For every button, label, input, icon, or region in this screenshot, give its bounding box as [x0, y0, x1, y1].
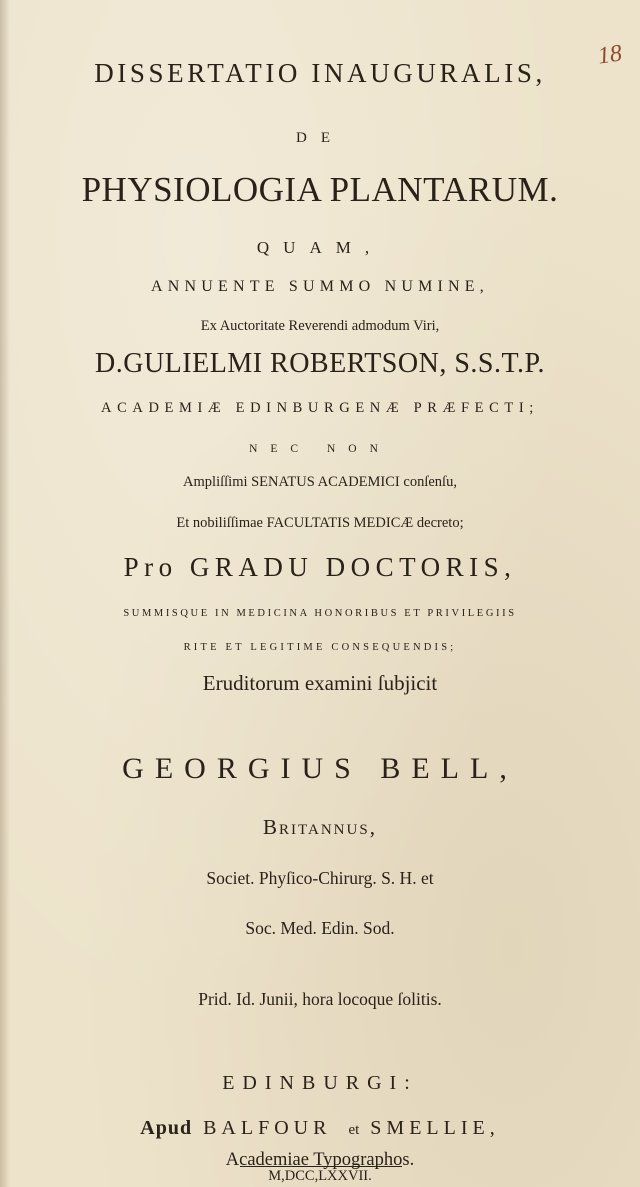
annuente-line: ANNUENTE SUMMO NUMINE,: [151, 278, 489, 295]
society-line-2: Soc. Med. Edin. Sod.: [245, 918, 395, 938]
author-nationality: Britannus,: [263, 815, 377, 839]
author-name: GEORGIUS BELL,: [122, 752, 518, 785]
dissertation-title-line-2: PHYSIOLOGIA PLANTARUM.: [81, 170, 559, 209]
senatus-line: Ampliſſimi SENATUS ACADEMICI conſenſu,: [183, 474, 457, 490]
principal-name: D.GULIELMI ROBERTSON, S.S.T.P.: [95, 348, 545, 379]
et-word: et: [348, 1122, 360, 1138]
handwritten-page-number: 18: [596, 40, 624, 70]
date-of-defense-line: Prid. Id. Junii, hora locoque ſolitis.: [198, 989, 442, 1009]
de-line: DE: [296, 130, 344, 146]
necnon-line: NEC NON: [249, 443, 391, 455]
printer-name-2: SMELLIE,: [370, 1117, 500, 1139]
society-line-1: Societ. Phyſico-Chirurg. S. H. et: [206, 868, 434, 888]
imprint-year: M,DCC,LXXVII.: [268, 1168, 372, 1184]
imprint-city: EDINBURGI:: [222, 1072, 418, 1094]
apud-word: Apud: [140, 1117, 193, 1139]
facultatis-line: Et nobiliſſimae FACULTATIS MEDICÆ decreto;: [176, 515, 464, 531]
rite-line: RITE ET LEGITIME CONSEQUENDIS;: [183, 642, 457, 653]
typographos-line: Academiae Typographos.: [225, 1150, 415, 1170]
dissertation-title-line-1: DISSERTATIO INAUGURALIS,: [94, 58, 546, 88]
auctoritate-line: Ex Auctoritate Reverendi admodum Viri,: [200, 318, 440, 334]
eruditorum-line: Eruditorum examini ſubjicit: [202, 671, 438, 695]
academiae-line: ACADEMIÆ EDINBURGENÆ PRÆFECTI;: [101, 400, 539, 416]
printer-name-1: BALFOUR: [203, 1117, 332, 1139]
imprint-rule: [240, 1166, 402, 1167]
quam-line: QUAM,: [256, 238, 384, 257]
pro-gradu-line: Pro GRADU DOCTORIS,: [123, 552, 517, 582]
imprint-printers: [0, 1117, 640, 1140]
summis-line: SUMMISQUE IN MEDICINA HONORIBUS ET PRIVILEGIIS: [123, 608, 517, 619]
